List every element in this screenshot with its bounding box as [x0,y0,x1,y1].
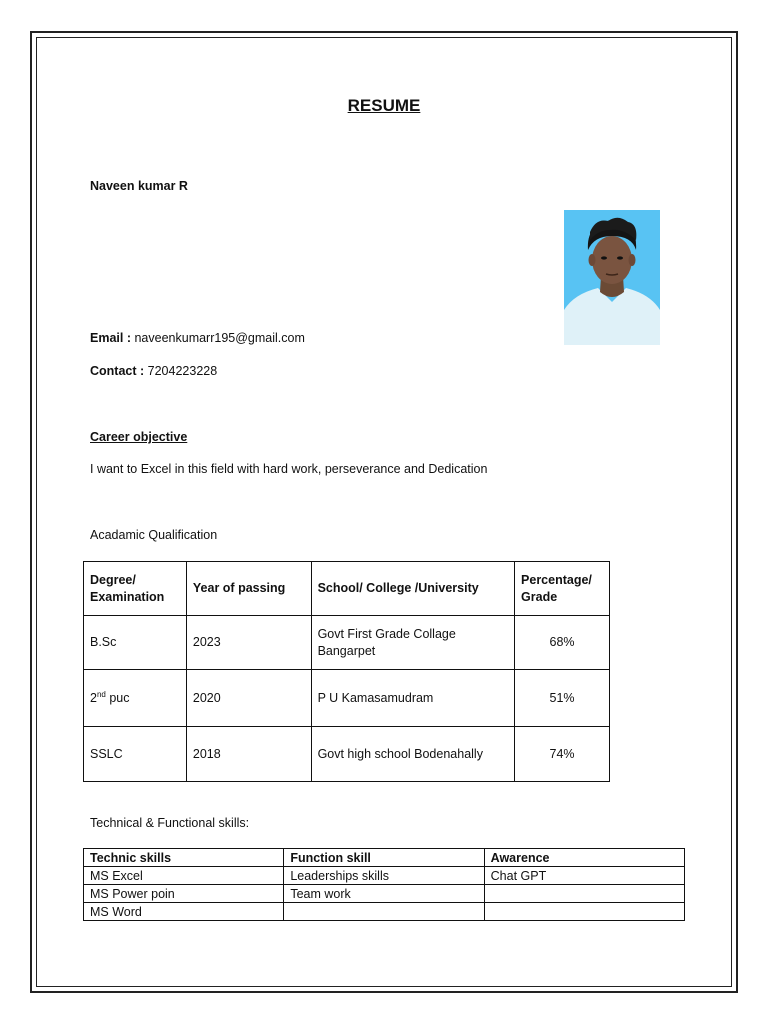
degree-cell: SSLC [84,727,187,782]
header-awarence: Awarence [484,849,684,867]
function-skill-cell: Leaderships skills [284,867,484,885]
technic-skill-cell: MS Power poin [84,885,284,903]
table-header-row [84,849,685,867]
table-row [84,616,610,670]
document-title: RESUME [347,96,421,115]
header-school: School/ College /University [311,562,514,616]
table-row [84,885,685,903]
header-year: Year of passing [186,562,311,616]
table-row [84,903,685,921]
school-cell: Govt First Grade Collage Bangarpet [311,616,514,670]
header-percentage: Percentage/ Grade [515,562,610,616]
academic-table [83,561,610,782]
degree-rest: puc [105,690,130,705]
header-technic-skills: Technic skills [84,849,284,867]
table-row [84,727,610,782]
function-skill-cell: Team work [284,885,484,903]
email-label: Email : [90,331,131,345]
percentage-cell: 74% [515,727,610,782]
skills-table [83,848,685,921]
function-skill-cell [284,903,484,921]
awarence-cell: Chat GPT [484,867,684,885]
contact-label: Contact : [90,364,145,378]
year-cell: 2023 [186,616,311,670]
degree-cell [84,670,187,727]
candidate-name: Naveen kumar R [90,179,188,193]
technic-skill-cell: MS Excel [84,867,284,885]
table-header-row [84,562,610,616]
degree-number: 2 [90,690,97,705]
year-cell: 2020 [186,670,311,727]
contact-value: 7204223228 [147,364,218,378]
career-objective-text: I want to Excel in this field with hard work, perseverance and Dedication [90,462,488,476]
degree-superscript: nd [96,689,106,699]
header-function-skill: Function skill [284,849,484,867]
awarence-cell [484,903,684,921]
career-objective-heading: Career objective [90,430,188,444]
school-cell: P U Kamasamudram [311,670,514,727]
skills-heading: Technical & Functional skills: [90,816,250,830]
table-row [84,670,610,727]
email-line [90,331,305,345]
percentage-cell: 51% [515,670,610,727]
degree-cell: B.Sc [84,616,187,670]
email-value: naveenkumarr195@gmail.com [134,331,305,345]
year-cell: 2018 [186,727,311,782]
profile-photo [564,210,660,345]
school-cell: Govt high school Bodenahally [311,727,514,782]
technic-skill-cell: MS Word [84,903,284,921]
percentage-cell: 68% [515,616,610,670]
contact-line [90,364,217,378]
academic-heading: Acadamic Qualification [90,528,218,542]
table-row [84,867,685,885]
awarence-cell [484,885,684,903]
header-degree: Degree/ Examination [84,562,187,616]
